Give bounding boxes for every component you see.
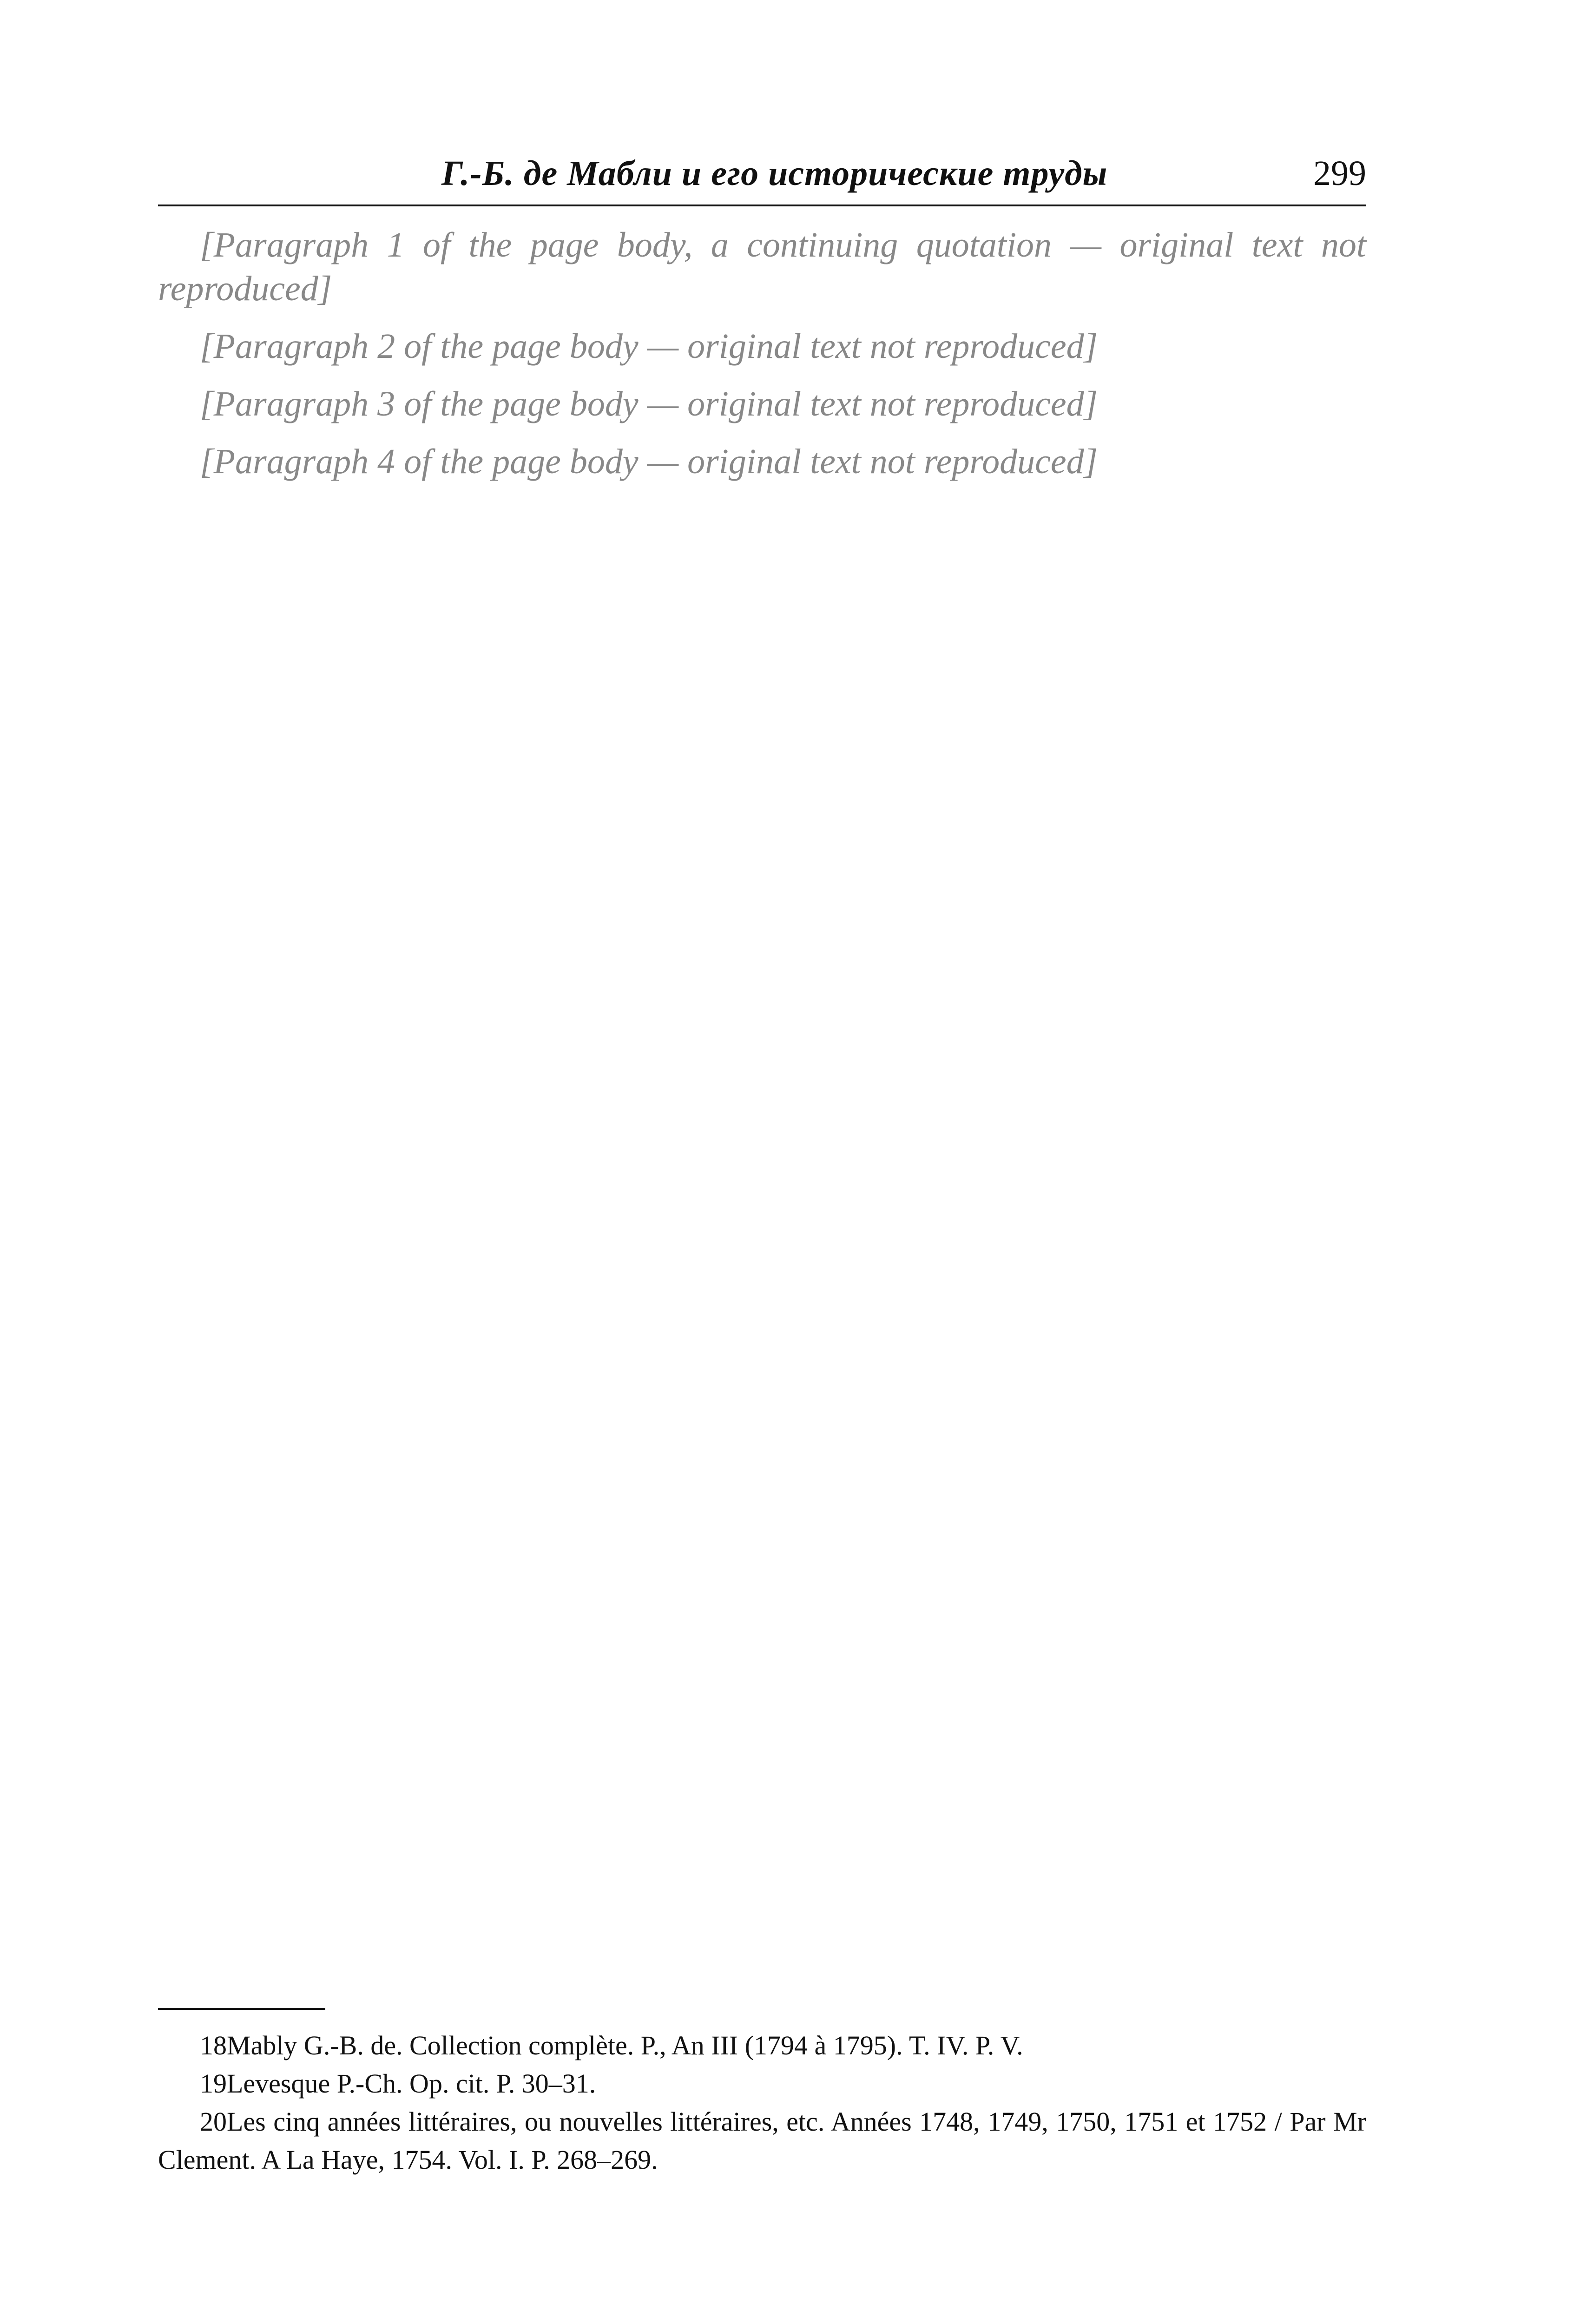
footnote-20: 20Les cinq années littéraires, ou nouvelles littéraires, etc. Années 1748, 1749, 1750, 1751 et 1752 / Par Mr Clement. A La Haye, 1754. Vol. I. P. 268–269. (158, 2106, 1366, 2175)
page-header (158, 153, 1366, 206)
body-paragraph: [Paragraph 1 of the page body, a continuing quotation — original text not reproduced] (158, 225, 1366, 308)
footnote-19: 19Levesque P.-Ch. Op. cit. P. 30–31. (200, 2068, 596, 2099)
body-paragraph: [Paragraph 2 of the page body — original text not reproduced] (200, 327, 1098, 366)
body-paragraph: [Paragraph 3 of the page body — original text not reproduced] (200, 384, 1098, 423)
page-body (158, 223, 1366, 497)
footnotes (158, 2027, 1366, 2179)
running-title: Г.-Б. де Мабли и его исторические труды (441, 154, 1108, 193)
footnote-divider (158, 2008, 325, 2010)
footnote-18: 18Mably G.-B. de. Collection complète. P., An III (1794 à 1795). T. IV. P. V. (200, 2030, 1023, 2060)
body-paragraph: [Paragraph 4 of the page body — original text not reproduced] (200, 442, 1098, 481)
page-number: 299 (1313, 154, 1366, 193)
